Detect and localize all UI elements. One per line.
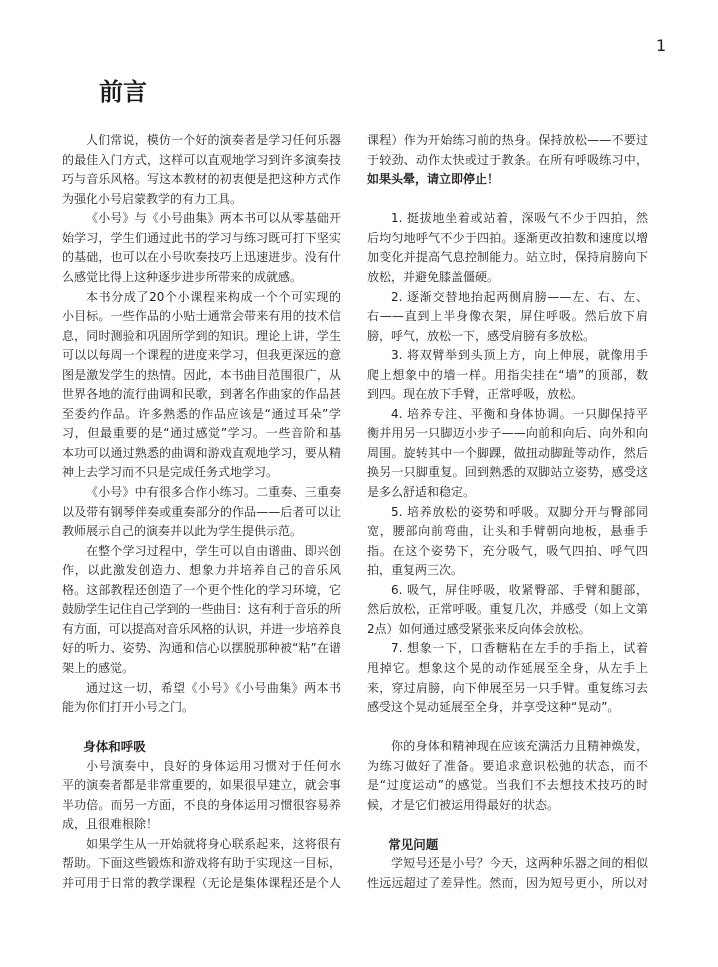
exercise-item — [367, 581, 648, 640]
text-line: 《小号》中有很多合作小练习。二重奏、三重奏 — [86, 485, 341, 500]
text-line: 然后放松，正常呼吸。重复几次，并感受（如上文第 — [367, 602, 648, 617]
text-line: 课程）作为开始练习前的热身。保持放松——不要过 — [367, 133, 648, 148]
dizziness-warning: 如果头晕，请立即停止！ — [367, 172, 500, 187]
paragraph — [62, 542, 341, 679]
text-line: 半功倍。而另一方面，不良的身体运用习惯很容易养 — [62, 797, 341, 812]
text-line: 指。在这个姿势下，充分吸气，吸气四拍、呼气四 — [367, 543, 648, 558]
paragraph — [367, 737, 648, 815]
text-line: 么感觉比得上这种逐步进步所带来的成就感。 — [62, 270, 303, 285]
exercise-item — [367, 405, 648, 503]
text-line: 教师展示自己的演奏并以此为学生提供示范。 — [62, 524, 303, 539]
text-line: 巧与音乐风格。写这本教材的初衷便是把这种方式作 — [62, 172, 341, 187]
text-line: 周围。旋转其中一个脚踝，做扭动脚趾等动作，然后 — [367, 445, 648, 460]
section-heading-body-and-breath: 身体和呼吸 — [83, 739, 146, 755]
text-line: 候，才是它们被运用得最好的状态。 — [367, 797, 560, 812]
paragraph — [62, 131, 341, 209]
blank-line — [367, 815, 648, 835]
text-line: 到四。现在放下手臂，正常呼吸，放松。 — [367, 387, 584, 402]
page-number: 1 — [656, 36, 667, 55]
text-line: 为练习做好了准备。要追求意识松弛的状态，而不 — [367, 758, 648, 773]
text-line: 甩掉它。想象这个晃的动作延展至全身，从左手上 — [367, 660, 648, 675]
text-line: 换另一只脚重复。回到熟悉的双脚站立姿势，感受这 — [367, 465, 648, 480]
text-line: 的最佳入门方式，这样可以直观地学习到许多演奏技 — [62, 152, 341, 167]
text-line: 格。这部教程还创造了一个更个性化的学习环境，它 — [62, 582, 341, 597]
right-column — [367, 131, 648, 893]
text-line: 右——直到上半身像衣架，屏住呼吸。然后放下肩 — [367, 309, 648, 324]
exercise-item — [367, 209, 648, 287]
paragraph — [367, 131, 648, 190]
exercise-item — [367, 503, 648, 581]
text-line: 2点）如何通过感受紧张来反向体会放松。 — [367, 621, 591, 636]
text-line: 宽，腰部向前弯曲，让头和手臂朝向地板，悬垂手 — [367, 524, 648, 539]
blank-line — [367, 190, 648, 210]
text-line: 好的听力、姿势、沟通和信心以摆脱那种被“粘”在谱 — [62, 641, 341, 656]
page-title: 前言 — [99, 78, 147, 106]
text-line: 加变化并提高气息控制能力。站立时，保持肩膀向下 — [367, 250, 648, 265]
paragraph — [62, 483, 341, 542]
text-line: 于较劲、动作太快或过于教条。在所有呼吸练习中， — [367, 152, 648, 167]
paragraph — [62, 209, 341, 287]
paragraph — [62, 835, 341, 894]
text-line: 小目标。一些作品的小贴士通常会带来有用的技术信 — [62, 309, 341, 324]
text-line: 图是激发学生的热情。因此，本书曲目范围很广，从 — [62, 367, 341, 382]
text-line: 平的演奏者都是非常重要的，如果很早建立，就会事 — [62, 778, 341, 793]
text-line: 小号演奏中，良好的身体运用习惯对于任何水 — [86, 758, 341, 773]
text-line: 1. 挺拔地坐着或站着，深吸气不少于四拍，然 — [391, 211, 648, 226]
text-line: 人们常说，模仿一个好的演奏者是学习任何乐器 — [86, 133, 341, 148]
text-line: 《小号》与《小号曲集》两本书可以从零基础开 — [86, 211, 341, 226]
text-line: 并可用于日常的教学课程（无论是集体课程还是个人 — [62, 875, 341, 890]
text-line: 至委约作品。许多熟悉的作品应该是“通过耳朵”学 — [62, 406, 341, 421]
text-line: 的基础，也可以在小号吹奏技巧上迅速进步。没有什 — [62, 250, 341, 265]
text-line: 习，但最重要的是“通过感觉”学习。一些音阶和基 — [62, 426, 341, 441]
text-line: 有方面，可以提高对音乐风格的认识，并进一步培养良 — [62, 621, 341, 636]
text-line: 如果学生从一开始就将身心联系起来，这将很有 — [86, 836, 341, 851]
text-line: 能为你们打开小号之门。 — [62, 700, 195, 715]
text-line: 性远远超过了差异性。然而，因为短号更小，所以对 — [367, 875, 648, 890]
text-line: 6. 吸气，屏住呼吸，收紧臀部、手臂和腿部， — [391, 582, 648, 597]
blank-line — [367, 718, 648, 738]
text-line: 架上的感觉。 — [62, 660, 135, 675]
text-line: 始学习，学生们通过此书的学习与练习既可打下坚实 — [62, 230, 341, 245]
text-line: 感受这个晃动延展至全身，并享受这种“晃动”。 — [367, 700, 620, 715]
text-line: 学短号还是小号？今天，这两种乐器之间的相似 — [391, 856, 648, 871]
text-line: 为强化小号启蒙教学的有力工具。 — [62, 191, 243, 206]
text-line: 在整个学习过程中，学生可以自由谱曲、即兴创 — [86, 543, 341, 558]
text-line: 可以以每周一个课程的进度来学习，但我更深远的意 — [62, 348, 341, 363]
text-line: 作，以此激发创造力、想象力并培养自己的音乐风 — [62, 563, 341, 578]
text-line: 通过这一切，希望《小号》《小号曲集》两本书 — [86, 680, 341, 695]
exercise-item — [367, 346, 648, 405]
text-line: 4. 培养专注、平衡和身体协调。一只脚保持平 — [391, 406, 648, 421]
text-line: 衡并用另一只脚迈小步子——向前和向后、向外和向 — [367, 426, 648, 441]
paragraph — [62, 757, 341, 835]
section-heading-faq: 常见问题 — [388, 836, 439, 852]
text-line: 2. 逐渐交替地抬起两侧肩膀——左、右、左、 — [391, 289, 648, 304]
blank-line — [62, 718, 341, 738]
text-line: 神上去学习而不只是完成任务式地学习。 — [62, 465, 279, 480]
text-line: 鼓励学生记住自己学到的一些曲目：这有利于音乐的所 — [62, 602, 341, 617]
text-line: 7. 想象一下，口香糖粘在左手的手指上，试着 — [391, 641, 648, 656]
text-line: 来，穿过肩膀，向下伸展至另一只手臂。重复练习去 — [367, 680, 648, 695]
left-column — [62, 131, 341, 893]
text-line: 3. 将双臂举到头顶上方，向上伸展，就像用手 — [391, 348, 648, 363]
text-line: 是“过度运动”的感觉。当我们不去想技术技巧的时 — [367, 778, 648, 793]
text-line: 膀，呼气，放松一下，感受肩膀有多放松。 — [367, 328, 596, 343]
paragraph — [367, 854, 648, 893]
text-line: 成，且很难根除！ — [62, 817, 159, 832]
text-line: 本书分成了20个小课程来构成一个个可实现的 — [86, 289, 341, 304]
text-line: 后均匀地呼气不少于四拍。逐渐更改拍数和速度以增 — [367, 230, 648, 245]
text-line: 你的身体和精神现在应该充满活力且精神焕发， — [391, 739, 648, 754]
text-line: 放松，并避免膝盖僵硬。 — [367, 270, 500, 285]
text-line: 本功可以通过熟悉的曲调和游戏直观地学习，要从精 — [62, 445, 341, 460]
text-line: 5. 培养放松的姿势和呼吸。双脚分开与臀部同 — [391, 504, 648, 519]
text-line: 是多么舒适和稳定。 — [367, 485, 476, 500]
text-line: 拍，重复两三次。 — [367, 563, 464, 578]
paragraph — [62, 679, 341, 718]
text-line: 以及带有钢琴伴奏或重奏部分的作品——后者可以让 — [62, 504, 341, 519]
text-line: 息，同时测验和巩固所学到的知识。理论上讲，学生 — [62, 328, 341, 343]
paragraph — [62, 288, 341, 483]
exercise-item — [367, 639, 648, 717]
exercise-item — [367, 288, 648, 347]
text-line: 世界各地的流行曲调和民歌，到著名作曲家的作品甚 — [62, 387, 341, 402]
text-line: 帮助。下面这些锻炼和游戏将有助于实现这一目标， — [62, 856, 341, 871]
text-line: 爬上想象中的墙一样。用指尖挂在“墙”的顶部，数 — [367, 367, 648, 382]
